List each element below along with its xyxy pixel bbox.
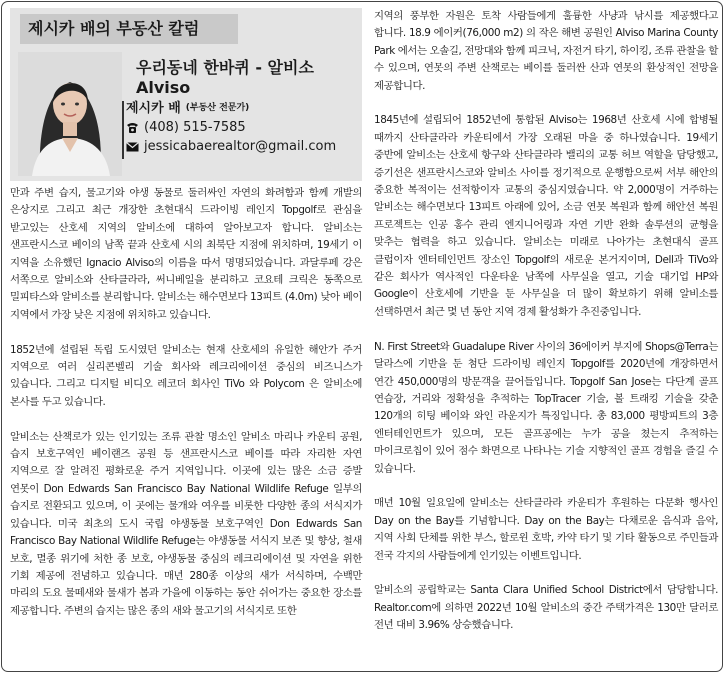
right-paragraph-2: 1845년에 설립되어 1852년에 통합된 Alviso는 1968년 산호세 시에 합병될 때까지 산타클라라 카운티에서 가장 오래된 마을 중 하나였습니다. 19세기 중반에 알비소는 산호세 항구와 산타클라라 밸리의 교통 허브 역할을 담당했고, 증기선은 샌프란시스코와 알비소 사이를 정기적으로 운행함으로써 서부 해안의 중요한 복적이는 선적항이자 교통의 중심지였습니다. 약 2,000명이 거주하는 알비소는 해수면보다 13피트 아래에 있어, 소금 연못 복원과 함께 해안선 복원 프로젝트는 인공 홍수 관리 엔지니어링과 자연 기반 완화 솔루션의 균형을 맞추는 협력을 하고 있습니다. 알비소는 미래로 나아가는 초현대식 골프 클럽이자 엔터테인먼트 장소인 Topgolf의 새로운 본거지이며, Dell과 TiVo와 같은 회사가 역사적인 다운타운 남쪽에 사무실을 열고, 기술 대기업 HP와 Google이 산호세에 기반을 둔 사무실을 더 많이 확보하기 위해 알비소를 선택하면서 최근 몇 년 동안 지역 경제 활성화가 추진중입니다. — [374, 114, 718, 318]
author-name: 제시카 배 — [126, 101, 181, 116]
left-paragraph-2: 1852년에 설립된 독립 도시였던 알비소는 현재 산호세의 유일한 해안가 주거 지역으로 여러 실리콘벨리 기술 회사와 레크리에이션 중심의 비즈니스가 있습니다. 그리고 디지털 비디오 레코더 회사인 TiVo 와 Polycom 은 알비소에 본사를 두고 있습니다. — [10, 343, 362, 408]
author-divider — [122, 101, 124, 159]
column-header — [10, 8, 362, 181]
right-paragraph-3: N. First Street와 Guadalupe River 사이의 36에이커 부지에 Shops@Terra는 달라스에 기반을 둔 첨단 드라이빙 레인지 Topgolf를 2020년에 개장하면서 연간 450,000명의 방문객을 끌어들입니다. Topgolf San Jose는 다단계 골프 연습장, 거리와 정확성을 추적하는 TopTracer 기술, 볼 트래킹 기술을 갖춘 120개의 히팅 베이와 와인 라운지가 특징입니다. 총 83,000 평방피트의 3층 엔터테인먼트가 있으며, 모든 골프공에는 누가 공을 쳤는지 추적하는 마이크로칩이 있어 점수 화면으로 나타나는 기술 지향적인 골프 경험을 즐길 수 있습니다. — [374, 340, 718, 475]
column-title: 제시카 배의 부동산 칼럼 — [20, 14, 238, 44]
column-headline: 우리동네 한바퀴 - 알비소 Alviso — [136, 58, 314, 97]
left-paragraph-1: 만과 주변 습지, 물고기와 야생 동물로 둘러싸인 자연의 화려함과 함께 개발의 은상지로 그리고 최근 개장한 초현대식 드라이빙 레인지 Topgolf로 관심을 받고있는 산호세 지역의 알비소에 대하여 알아보고자 합니다. 알비소는 샌프란시스코 베이의 남쪽 끝과 산호세 시의 최북단 지점에 위치하며, 19세기 이 지역을 소유했던 Ignacio Alviso의 이름을 따서 명명되었습니다. 과달루페 강은 서쪽으로 알비소와 산타클라라, 써니베일을 분리하고 코요테 크릭은 동쪽으로 밀피타스와 알비소를 분리합니다. 알비소는 해수면보다 13피트 (4.0m) 낮아 베이 지역에서 가장 낮은 지점에 위치하고 있습니다. — [10, 187, 362, 321]
left-column — [10, 8, 362, 620]
author-name-row — [126, 99, 336, 118]
author-photo — [18, 52, 122, 176]
right-paragraph-4: 매년 10월 일요일에 알비소는 산타클라라 카운티가 후원하는 다문화 행사인 Day on the Bay를 기념합니다. Day on the Bay는 다채로운 음식과 음악, 지역 사회 단체를 위한 부스, 할로윈 호박, 카약 타기 및 기타 활동으로 주민들과 전국 각지의 사람들에게 인기있는 이벤트입니다. — [374, 497, 718, 562]
author-block — [126, 99, 336, 156]
right-column — [374, 8, 718, 635]
left-paragraph-3: 알비소는 산책로가 있는 인기있는 조류 관찰 명소인 알비소 마리나 카운티 공원, 습지 보호구역인 베이랜즈 공원 등 샌프란시스코 베이를 따라 자리한 자연 지역으로 잘 알려진 평화로운 주거 지역입니다. 이곳에 있는 많은 소금 증발 연못이 Don Edwards San Francisco Bay National Wildlife Refuge 일부의 습지로 전환되고 있으며, 이 곳에는 물개와 여우를 비롯한 다양한 종의 서식지가 있습니다. 미국 최초의 도시 국립 야생동물 보호구역인 Don Edwards San Francisco Bay National Wildlife Refuge는 야생동물 서식지 보존 및 향상, 철새 보호, 멸종 위기에 처한 종 보호, 야생동물 중심의 레크리에이션 및 자연을 위한 기회 제공에 전념하고 있습니다. 매년 280종 이상의 새가 서식하며, 수백만 마리의 도요 물떼새와 물새가 봄과 가을에 이동하는 동안 쉬어가는 중요한 장소를 제공합니다. 주변의 습지는 많은 종의 새와 물고기의 서식지로 또한 — [10, 430, 362, 617]
envelope-icon — [126, 142, 139, 152]
phone-icon — [126, 122, 139, 134]
author-email: jessicabaerealtor@gmail.com — [144, 139, 337, 154]
right-paragraph-5: 알비소의 공립학교는 Santa Clara Unified School District에서 담당합니다. Realtor.com에 의하면 2022년 10월 알비소의 중간 주택가격은 130만 달러로 전년 대비 3.96% 상승했습니다. — [374, 584, 718, 632]
author-phone: (408) 515-7585 — [144, 120, 246, 135]
author-email-row — [126, 137, 336, 156]
right-paragraph-1: 지역의 풍부한 자원은 토착 사람들에게 훌륭한 사냥과 낚시를 제공했다고 합니다. 18.9 에이커(76,000 m2) 의 작은 해변 공원인 Alviso Marina County Park 에서는 오솔길, 전망대와 함께 피크닉, 자전거 타기, 하이킹, 조류 관찰을 할 수 있으며, 연못의 주변 산책로는 베이를 둘러싼 산과 연못의 환상적인 전망을 제공합니다. — [374, 10, 718, 92]
author-role: (부동산 전문가) — [185, 103, 250, 113]
author-phone-row — [126, 118, 336, 137]
